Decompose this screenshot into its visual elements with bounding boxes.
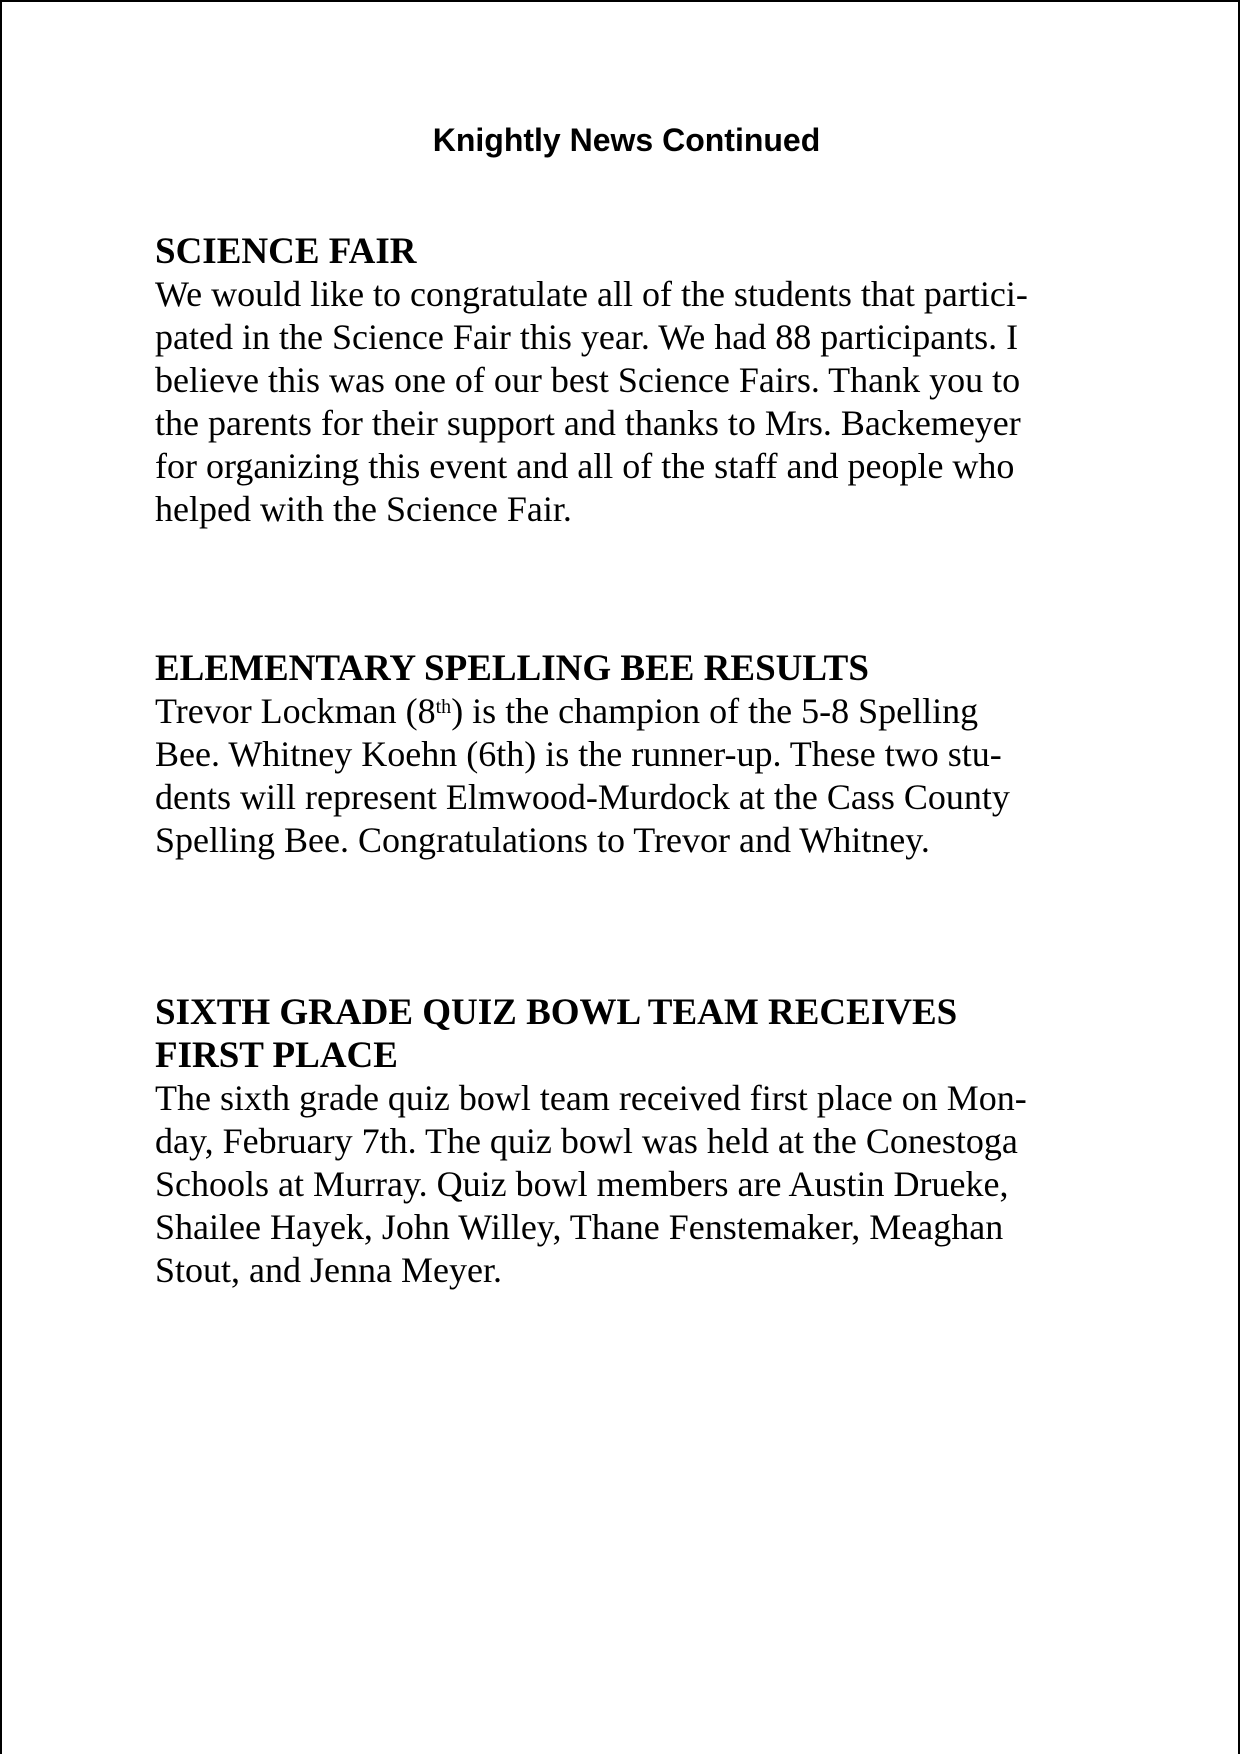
science-fair-heading-line: SCIENCE FAIR [155, 231, 417, 272]
spelling-bee-body [155, 690, 1095, 862]
quiz-bowl-body [155, 1077, 1095, 1292]
science-fair-line: pated in the Science Fair this year. We had 88 participants. I [155, 317, 1019, 357]
spelling-bee-line [155, 690, 1095, 733]
quiz-bowl-section [155, 991, 1095, 1292]
science-fair-line: for organizing this event and all of the staff and people who [155, 446, 1015, 486]
page-border-top [0, 0, 1240, 2]
quiz-bowl-line: Stout, and Jenna Meyer. [155, 1250, 502, 1290]
quiz-bowl-line: Shailee Hayek, John Willey, Thane Fenstemaker, Meaghan [155, 1207, 1004, 1247]
spelling-bee-line: Spelling Bee. Congratulations to Trevor and Whitney. [155, 820, 930, 860]
page-border-left [0, 0, 2, 1754]
spelling-bee-line: dents will represent Elmwood-Murdock at the Cass County [155, 777, 1010, 817]
quiz-bowl-heading [155, 991, 1095, 1077]
science-fair-heading [155, 230, 1095, 273]
science-fair-line: helped with the Science Fair. [155, 489, 572, 529]
spelling-bee-heading-line: ELEMENTARY SPELLING BEE RESULTS [155, 648, 869, 689]
spelling-bee-line1-after: ) is the champion of the 5-8 Spelling [451, 691, 979, 731]
page-title: Knightly News Continued [432, 122, 821, 158]
spelling-bee-heading [155, 647, 1095, 690]
science-fair-body [155, 273, 1095, 531]
science-fair-line: believe this was one of our best Science Fairs. Thank you to [155, 360, 1021, 400]
quiz-bowl-heading-line: FIRST PLACE [155, 1035, 398, 1076]
science-fair-line: We would like to congratulate all of the students that partici- [155, 274, 1028, 314]
spelling-bee-ordinal-superscript: th [435, 696, 452, 718]
quiz-bowl-line: The sixth grade quiz bowl team received first place on Mon- [155, 1078, 1027, 1118]
spelling-bee-line1-before: Trevor Lockman (8 [155, 691, 436, 731]
spelling-bee-section [155, 647, 1095, 862]
spelling-bee-line: Bee. Whitney Koehn (6th) is the runner-up. These two stu- [155, 734, 1002, 774]
science-fair-line: the parents for their support and thanks to Mrs. Backemeyer [155, 403, 1021, 443]
quiz-bowl-line: Schools at Murray. Quiz bowl members are Austin Drueke, [155, 1164, 1009, 1204]
quiz-bowl-line: day, February 7th. The quiz bowl was held at the Conestoga [155, 1121, 1018, 1161]
quiz-bowl-heading-line: SIXTH GRADE QUIZ BOWL TEAM RECEIVES [155, 992, 958, 1033]
science-fair-section [155, 230, 1095, 531]
